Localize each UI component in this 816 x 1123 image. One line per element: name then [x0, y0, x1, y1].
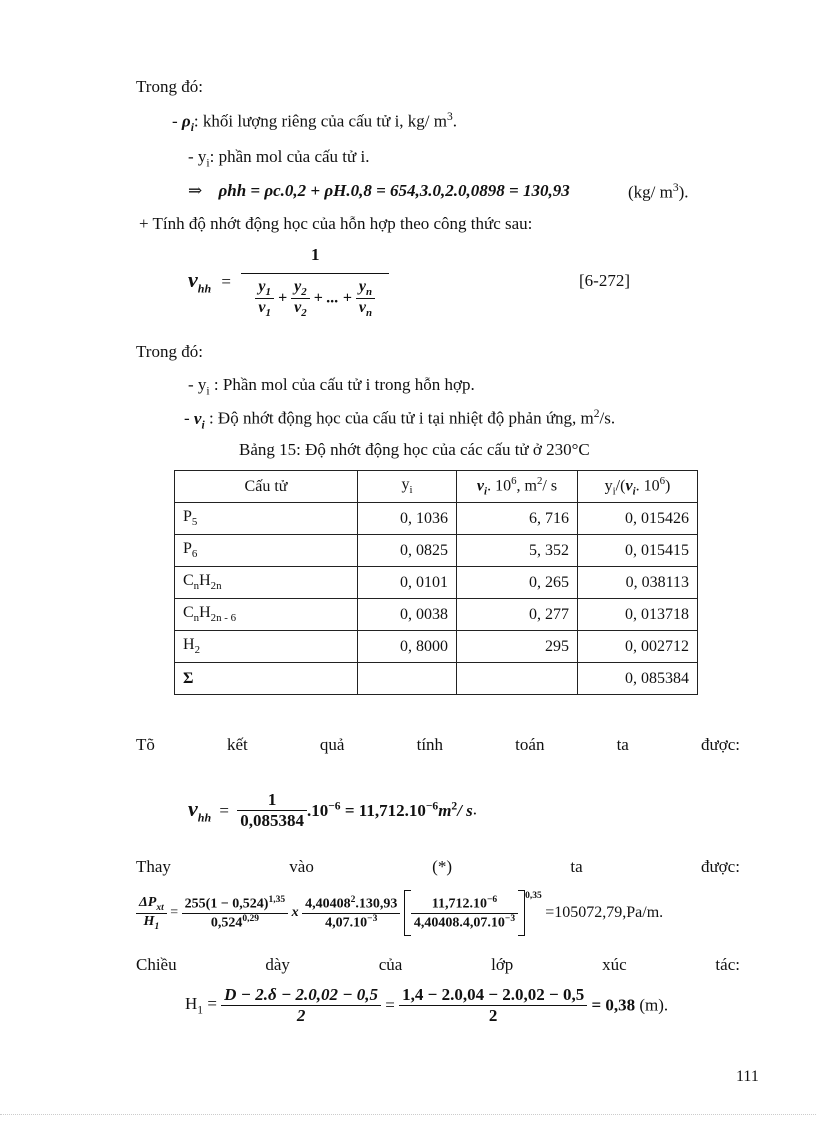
result-line-1: Tõ kết quả tính toán ta được:	[136, 735, 740, 754]
component-cell: $P_6$	[175, 535, 358, 567]
table-row	[175, 567, 698, 599]
nu-cell: 295	[457, 631, 578, 663]
result-line-2: Thay vào (*) ta được:	[136, 857, 740, 876]
table-row	[175, 631, 698, 663]
rho-definition: - $\rho_i$: khối lượng riêng của cấu tử i, kg/ $m^3$.	[172, 110, 458, 135]
table-header-row	[175, 471, 698, 503]
nu-mix-result: $\nu_{hh}$ = $\frac{1}{0,085384}$ $.10^{-6} = 11,712.10^{-6}m^2/$ s.	[188, 790, 478, 830]
nu-cell: 0, 277	[457, 599, 578, 631]
ratio-cell: 0, 013718	[578, 599, 698, 631]
y-cell: 0, 0038	[358, 599, 457, 631]
component-cell: $C_nH_{2n - 6}$	[175, 599, 358, 631]
trong-do-2: Trong đó:	[136, 342, 203, 361]
table-row	[175, 599, 698, 631]
rho-symbol: ρ	[181, 111, 191, 131]
thickness-formula: $H_1$ = $\frac{D - 2.\delta - 2.0,02 - 0,5}{2}$ = $\frac{1,4 - 2.0,04 - 2.0,02 - 0,5}{2}$ = 0,38 (m).	[185, 985, 669, 1025]
result-line-3: Chiều dày của lớp xúc tác:	[136, 955, 740, 974]
ratio-cell: 0, 002712	[578, 631, 698, 663]
y-cell: 0, 0825	[358, 535, 457, 567]
page-number: 111	[736, 1068, 759, 1085]
nu-cell: 0, 265	[457, 567, 578, 599]
y-cell: 0, 1036	[358, 503, 457, 535]
ratio-cell: 0, 038113	[578, 567, 698, 599]
rho-mix-unit: (kg/ $m^3$).	[628, 181, 689, 202]
rho-mix-formula: ⇒ ρhh = ρc.0,2 + ρH.0,8 = 654,3.0,2.0,0898 = 130,93	[188, 181, 570, 200]
y-cell: 0, 8000	[358, 631, 457, 663]
table-sum-row	[175, 663, 698, 695]
y-cell: 0, 0101	[358, 567, 457, 599]
sum-value: 0, 085384	[578, 663, 698, 695]
nu-cell: 5, 352	[457, 535, 578, 567]
table-caption: Bảng 15: Độ nhớt động học của các cấu tử ở 230°C	[239, 440, 590, 459]
pressure-drop-formula: $\frac{\Delta P_{xt}}{H_1}$ = $\frac{255(1 - 0,524)^{1,35}}{0,524^{0,29}}$ x $\frac{4,40408^2.130,93}{4,07.10^{-3}}$ $\frac{11,712.10^{-6}}{4,40408.4,07.10^{-3}}$ $^{0,35}$ =105072,79,Pa/m.	[136, 890, 663, 936]
trong-do-1: Trong đó:	[136, 77, 203, 96]
header-component: Cấu tử	[175, 471, 358, 503]
y-definition: - $y_i$: phần mol của cấu tử i.	[188, 147, 370, 170]
component-cell: $H_2$	[175, 631, 358, 663]
ratio-cell: 0, 015426	[578, 503, 698, 535]
viscosity-intro: + Tính độ nhớt động học của hỗn hợp theo công thức sau:	[139, 214, 533, 233]
y-definition-2: - $y_i$ : Phần mol của cấu tử i trong hỗn hợp.	[188, 375, 475, 398]
nu-cell: 6, 716	[457, 503, 578, 535]
component-cell: $P_5$	[175, 503, 358, 535]
reference: [6-272]	[579, 271, 630, 290]
header-y: $y_i$	[358, 471, 457, 503]
viscosity-table	[174, 470, 698, 695]
component-cell: $C_nH_{2n}$	[175, 567, 358, 599]
table-row	[175, 535, 698, 567]
table-row	[175, 503, 698, 535]
sum-label: Σ	[175, 663, 358, 695]
nu-mix-formula: $\nu_{hh}$ = 1 $\frac{y_1}{\nu_1}$ + $\frac{y_2}{\nu_2}$ + ... + $\frac{y_n}{\nu_n}$	[188, 245, 389, 319]
bottom-divider	[0, 1114, 816, 1115]
ratio-cell: 0, 015415	[578, 535, 698, 567]
header-ratio: $y_i/(\nu_i$. $10^6$)	[578, 471, 698, 503]
header-nu: $\nu_i$. $10^6$, $m^2/$ s	[457, 471, 578, 503]
nu-definition: - $\nu_i$ : Độ nhớt động học của cấu tử i tại nhiệt độ phản ứng, $m^2/s$.	[184, 407, 616, 432]
